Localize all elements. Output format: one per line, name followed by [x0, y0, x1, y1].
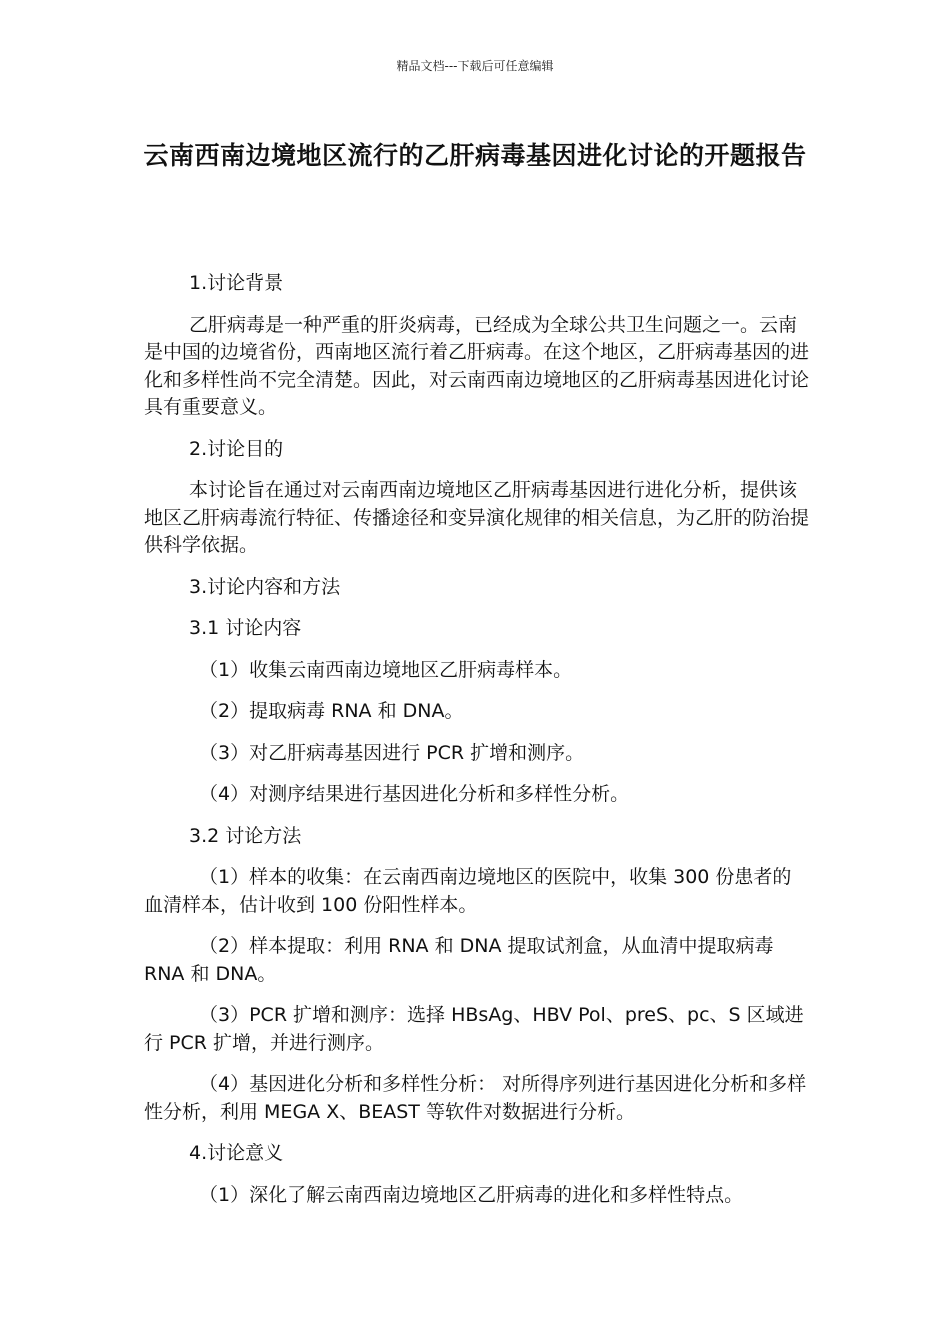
purpose-paragraph: 本讨论旨在通过对云南西南边境地区乙肝病毒基因进行进化分析，提供该地区乙肝病毒流行特征、传播途径和变异演化规律的相关信息，为乙肝的防治提供科学依据。 — [144, 479, 810, 556]
method-item: （4）基因进化分析和多样性分析： 对所得序列进行基因进化分析和多样性分析，利用 MEGA X、BEAST 等软件对数据进行分析。 — [144, 1073, 807, 1123]
content-item: （4）对测序结果进行基因进化分析和多样性分析。 — [199, 783, 630, 805]
section-heading-significance: 4.讨论意义 — [189, 1142, 284, 1164]
section-heading-background: 1.讨论背景 — [189, 272, 284, 294]
header-note: 精品文档---下载后可任意编辑 — [396, 59, 554, 73]
section-heading-purpose: 2.讨论目的 — [189, 437, 284, 460]
subheading-content: 3.1 讨论内容 — [189, 617, 302, 639]
method-item: （3）PCR 扩增和测序：选择 HBsAg、HBV Pol、preS、pc、S 区域进行 PCR 扩增，并进行测序。 — [144, 1004, 804, 1054]
method-item: （1）样本的收集：在云南西南边境地区的医院中，收集 300 份患者的血清样本，估计收到 100 份阳性样本。 — [144, 866, 792, 916]
subheading-method: 3.2 讨论方法 — [189, 824, 302, 847]
section-heading-content-method: 3.讨论内容和方法 — [189, 575, 341, 598]
document-title: 云南西南边境地区流行的乙肝病毒基因进化讨论的开题报告 — [143, 141, 807, 170]
content-item: （2）提取病毒 RNA 和 DNA。 — [199, 700, 464, 722]
content-item: （1）收集云南西南边境地区乙肝病毒样本。 — [199, 658, 573, 681]
document-body — [144, 270, 810, 1223]
significance-item: （1）深化了解云南西南边境地区乙肝病毒的进化和多样性特点。 — [199, 1183, 744, 1206]
content-item: （3）对乙肝病毒基因进行 PCR 扩增和测序。 — [199, 741, 585, 764]
background-paragraph: 乙肝病毒是一种严重的肝炎病毒，已经成为全球公共卫生问题之一。云南是中国的边境省份，西南地区流行着乙肝病毒。在这个地区，乙肝病毒基因的进化和多样性尚不完全清楚。因此，对云南西南边境地区的乙肝病毒基因进化讨论具有重要意义。 — [144, 313, 810, 418]
method-item: （2）样本提取：利用 RNA 和 DNA 提取试剂盒，从血清中提取病毒 RNA 和 DNA。 — [144, 935, 774, 985]
